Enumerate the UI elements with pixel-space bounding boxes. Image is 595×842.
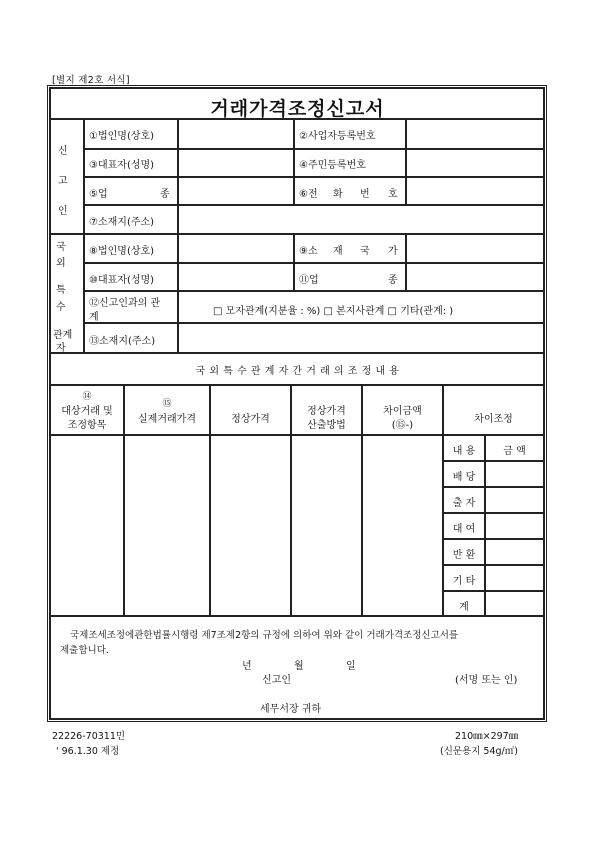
diff-amount-input[interactable]	[362, 435, 443, 616]
f-rep-name-input[interactable]	[178, 263, 294, 291]
biz-reg-input[interactable]	[406, 119, 544, 149]
corp-name-input[interactable]	[178, 119, 294, 149]
sub-row-other: 기 타	[452, 576, 476, 587]
sub-amount-label: 금 액	[503, 446, 526, 457]
f-corp-name-label: ⑧법인명(상호)	[89, 246, 155, 257]
enacted-date: ' 96.1.30 제정	[56, 746, 120, 757]
reporter-side-3: 인	[58, 206, 68, 217]
foreign-side-3: 특	[56, 285, 66, 296]
paper-size: 210㎜×297㎜	[455, 731, 519, 742]
sub-row-total: 계	[459, 602, 469, 613]
foreign-side-5: 관계	[53, 330, 73, 341]
country-label-a: ⑨소	[299, 246, 318, 257]
col-normal: 정상가격	[231, 414, 270, 425]
sub-row-loan-input[interactable]	[485, 513, 544, 539]
col-method-1: 정상가격	[307, 406, 346, 417]
sub-row-loan: 대 여	[452, 524, 476, 535]
signature-label: (서명 또는 인)	[455, 675, 518, 686]
sub-row-refund-input[interactable]	[485, 539, 544, 565]
foreign-side-1: 국	[56, 242, 66, 253]
f-corp-name-input[interactable]	[178, 234, 294, 263]
country-label-c: 국	[360, 246, 370, 257]
address-input[interactable]	[178, 205, 544, 234]
address-label: ⑦소재지(주소)	[89, 217, 155, 228]
paper-type: (신문용지 54g/㎡)	[440, 746, 518, 757]
form-code: 22226-70311민	[52, 731, 126, 742]
business-type-label-a: ⑤업	[89, 189, 108, 200]
col-diff-2: (⑮-)	[391, 420, 414, 431]
country-input[interactable]	[406, 234, 544, 263]
declaration-text-1: 국제조세조정에관한법률시행령 제7조제2항의 규정에 의하여 위와 같이 거래가격조정신고서를	[70, 630, 459, 641]
sub-row-investment: 출 자	[452, 498, 476, 509]
f-rep-name-label: ⑩대표자(성명)	[89, 275, 155, 286]
reporter-side-2: 고	[58, 176, 68, 187]
foreign-side-4: 수	[56, 302, 66, 313]
date-year: 년	[242, 661, 252, 672]
actual-price-input[interactable]	[124, 435, 210, 616]
date-day: 일	[346, 661, 356, 672]
corp-name-label: ①법인명(상호)	[89, 131, 155, 142]
rep-name-input[interactable]	[178, 149, 294, 177]
declaration-text-2: 제출합니다.	[60, 645, 109, 656]
resident-no-label: ④주민등록번호	[299, 160, 366, 171]
relation-label-2: 계	[89, 312, 99, 323]
country-label-d: 가	[388, 246, 398, 257]
col-adjust: 차이조정	[474, 414, 513, 425]
form-label: [별지 제2호 서식]	[52, 75, 130, 86]
col-actual-num: ⑮	[162, 399, 172, 409]
sub-row-dividend-input[interactable]	[485, 461, 544, 487]
sub-row-other-input[interactable]	[485, 565, 544, 591]
f-business-type-input[interactable]	[406, 263, 544, 291]
item-input[interactable]	[50, 435, 124, 616]
phone-label-a: ⑥전	[299, 189, 318, 200]
method-input[interactable]	[291, 435, 362, 616]
sub-row-dividend: 배 당	[452, 472, 476, 483]
relation-label-1: ⑫신고인과의 관	[89, 298, 161, 309]
f-address-label: ⑬소재지(주소)	[89, 336, 156, 347]
f-business-type-label-b: 종	[388, 275, 398, 286]
phone-label-c: 번	[360, 189, 370, 200]
adjustment-title: 국 외 특 수 관 계 자 간 거 래 의 조 정 내 용	[195, 366, 400, 377]
col-actual: 실제거래가격	[138, 414, 196, 425]
col-diff-1: 차이금액	[383, 406, 422, 417]
reporter-label: 신고인	[262, 675, 291, 686]
col-method-2: 산출방법	[307, 420, 346, 431]
col-item-1: 대상거래 및	[61, 406, 113, 417]
f-address-input[interactable]	[178, 323, 544, 353]
page-title: 거래가격조정신고서	[210, 98, 385, 120]
phone-input[interactable]	[406, 177, 544, 205]
sub-content-label: 내 용	[452, 446, 476, 457]
rep-name-label: ③대표자(성명)	[89, 160, 155, 171]
sub-row-investment-input[interactable]	[485, 487, 544, 513]
tax-office-label: 세무서장 귀하	[260, 704, 322, 715]
foreign-side-6: 자	[56, 343, 66, 354]
phone-label-d: 호	[388, 189, 398, 200]
col-item-2: 조정항목	[67, 420, 107, 431]
sub-row-refund: 반 환	[452, 550, 476, 561]
sub-row-total-input[interactable]	[485, 591, 544, 616]
relation-options[interactable]: □ 모자관계(지분율 : %) □ 본지사관계 □ 기타(관계: )	[213, 306, 454, 317]
normal-price-input[interactable]	[210, 435, 291, 616]
phone-label-b: 화	[333, 189, 343, 200]
country-label-b: 재	[333, 246, 343, 257]
resident-no-input[interactable]	[406, 149, 544, 177]
reporter-side-1: 신	[58, 146, 68, 157]
f-business-type-label-a: ⑪업	[299, 275, 319, 286]
business-type-input[interactable]	[178, 177, 294, 205]
date-month: 월	[294, 661, 304, 672]
biz-reg-label: ②사업자등록번호	[299, 131, 376, 142]
foreign-side-2: 외	[56, 258, 66, 269]
business-type-label-b: 종	[160, 189, 170, 200]
col-item-num: ⑭	[82, 392, 92, 402]
